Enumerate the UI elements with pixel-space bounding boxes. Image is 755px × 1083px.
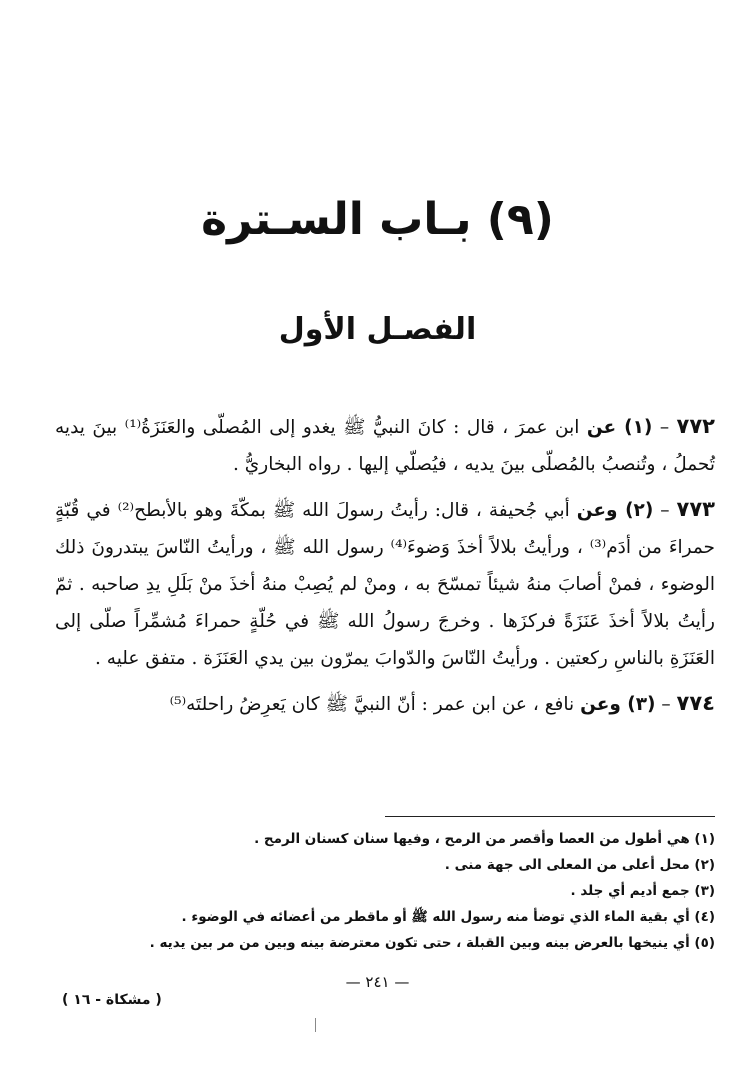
hadith-text: أبي جُحيفة ، قال: رأيتُ رسولَ الله ﷺ بمكّةَ وهو بالأبطح⁽²⁾ في قُبّةٍ حمراءَ من أدَم⁽³⁾ ، ورأيتُ بلالاً أخذَ وَضوءَ⁽⁴⁾ رسول الله ﷺ ، ورأيتُ النّاسَ يبتدرونَ ذلك الوضوء ، فمنْ أصابَ منهُ شيئاً تمسّحَ به ، ومنْ لم يُصِبْ منهُ أخذَ منْ بَلَلِ يدِ صاحبه . ثمّ رأيتُ بلالاً أخذَ عَنَزَةً فركزَها . وخرجَ رسولُ الله ﷺ في حُلّةٍ حمراءَ مُشمِّراً صلّى إلى العَنَزَةِ بالناسِ ركعتين . ورأيتُ النّاسَ والدّوابَ يمرّون بين يدي العَنَزَة . متفق عليه . (55, 500, 715, 669)
hadith-number: ٧٧٢ (676, 414, 715, 438)
hadith-773: ٧٧٣ – (٢) وعن أبي جُحيفة ، قال: رأيتُ رسولَ الله ﷺ بمكّةَ وهو بالأبطح⁽²⁾ في قُبّةٍ حمراءَ من أدَم⁽³⁾ ، ورأيتُ بلالاً أخذَ وَضوءَ⁽⁴⁾ رسول الله ﷺ ، ورأيتُ النّاسَ يبتدرونَ ذلك الوضوء ، فمنْ أصابَ منهُ شيئاً تمسّحَ به ، ومنْ لم يُصِبْ منهُ أخذَ منْ بَلَلِ يدِ صاحبه . ثمّ رأيتُ بلالاً أخذَ عَنَزَةً فركزَها . وخرجَ رسولُ الله ﷺ في حُلّةٍ حمراءَ مُشمِّراً صلّى إلى العَنَزَةِ بالناسِ ركعتين . ورأيتُ النّاسَ والدّوابَ يمرّون بين يدي العَنَزَة . متفق عليه . (55, 497, 715, 669)
hadith-number: ٧٧٣ (676, 497, 715, 521)
footnote-item: (٢) محل أعلى من المعلى الى جهة منى . (444, 857, 715, 873)
hadith-sub-number: (٢) وعن (576, 500, 654, 521)
hadith-number: ٧٧٤ (676, 691, 715, 715)
hadith-text: نافع ، عن ابن عمر : أنّ النبيَّ ﷺ كان يَعرِضُ راحلتَه⁽⁵⁾ (169, 694, 575, 715)
hadith-774: ٧٧٤ – (٣) وعن نافع ، عن ابن عمر : أنّ النبيَّ ﷺ كان يَعرِضُ راحلتَه⁽⁵⁾ (169, 691, 715, 715)
chapter-title: (٩) بـاب السـترة (201, 194, 554, 245)
footnote-item: (٣) جمع أديم أي جلد . (570, 883, 715, 899)
footnote-item: (٥) أي ينيخها بالعرض بينه وبين القبلة ، حتى تكون معترضة بينه وبين من مر بين يديه . (149, 935, 715, 951)
hadith-772: ٧٧٢ – (١) عن ابن عمرَ ، قال : كانَ النبيُّ ﷺ يغدو إلى المُصلّى والعَنَزَةُ⁽¹⁾ بينَ يديه تُحملُ ، وتُنصبُ بالمُصلّى بينَ يديه ، فيُصلّي إليها . رواه البخاريُّ . (55, 414, 715, 475)
hadith-sub-number: (١) عن (586, 417, 653, 438)
section-title: الفصـل الأول (278, 312, 477, 347)
hadith-sub-number: (٣) وعن (580, 694, 656, 715)
print-mark (315, 1018, 316, 1032)
footnotes-list (55, 826, 715, 956)
signature-mark: ( مشكاة - ١٦ ) (62, 992, 162, 1008)
hadith-body (55, 408, 715, 731)
footnote-item: (٤) أي بقية الماء الذي توضأ منه رسول الله ﷺ أو ماقطر من أعضائه في الوضوء . (181, 909, 715, 925)
hadith-text: ابن عمرَ ، قال : كانَ النبيُّ ﷺ يغدو إلى المُصلّى والعَنَزَةُ⁽¹⁾ بينَ يديه تُحملُ ، وتُنصبُ بالمُصلّى بينَ يديه ، فيُصلّي إليها . رواه البخاريُّ . (55, 417, 715, 475)
footnote-item: (١) هي أطول من العصا وأقصر من الرمح ، وفيها سنان كسنان الرمح . (254, 831, 715, 847)
footnote-divider (385, 816, 715, 817)
page-number: — ٢٤١ — (345, 973, 410, 991)
